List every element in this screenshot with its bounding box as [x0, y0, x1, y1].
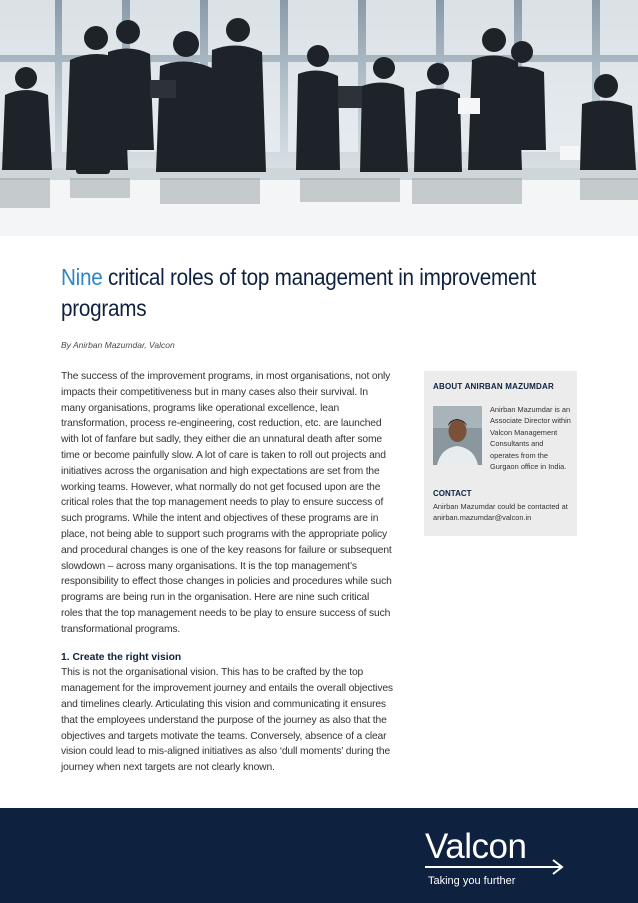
section-heading: 1. Create the right vision	[61, 651, 182, 663]
contact-text: Anirban Mazumdar could be contacted at anirban.mazumdar@valcon.in	[433, 502, 568, 523]
author-sidebar	[424, 371, 577, 536]
contact-heading: CONTACT	[433, 489, 472, 498]
section-paragraph: This is not the organisational vision. This has to be crafted by the top management for the improvement journey and entails the overall objectives and timelines clearly. Articulating this vision and communicating it ensures that the employees understand the purpose of the journey as also that the objectives and targets motivate the teams. Conversely, absence of a clear vision could lead to mis-aligned initiatives as also ‘dull moments’ during the journey when next targets are not clearly known.	[61, 667, 393, 774]
title-rest: critical roles of top management in improvement programs	[61, 264, 536, 321]
footer-bar	[0, 808, 638, 903]
author-bio: Anirban Mazumdar is an Associate Director within Valcon Management Consultants and operates from the Gurgaon office in India.	[490, 405, 571, 472]
arrow-icon	[425, 858, 567, 876]
byline: By Anirban Mazumdar, Valcon	[61, 340, 175, 350]
hero-photo	[0, 0, 638, 236]
article-body	[61, 369, 393, 776]
article-title	[61, 262, 581, 324]
author-photo	[433, 406, 482, 465]
intro-paragraph: The success of the improvement programs, in most organisations, not only impacts their competitiveness but in many cases also their survival. In many organisations, programs like operational excellence, lean transformation, process re-engineering, cost reduction, etc. are launched with lot of fanfare but sadly, they either die an unnatural death after some time or become painfully slow. A lot of care is taken to roll out projects and initiatives across the organisation and high expectations are set from the working teams. However, what normally do not get focused upon are the critical roles that the top management needs to play to ensure success of such programs. While the intent and objectives of these programs are in place, not being able to support such programs with the appropriate policy and procedural changes is one of the key reasons for failure or subsequent slowdown – across many organisations. It is the top management’s responsibility to effect those changes in policies and procedures while such programs are being run in the organisation. Here are nine such critical roles that the top management needs to be play to ensure success of such transformational programs.	[61, 371, 392, 635]
about-heading: ABOUT ANIRBAN MAZUMDAR	[433, 382, 554, 391]
valcon-logo: Valcon	[425, 827, 527, 866]
title-accent: Nine	[61, 264, 103, 290]
tagline: Taking you further	[428, 875, 516, 887]
